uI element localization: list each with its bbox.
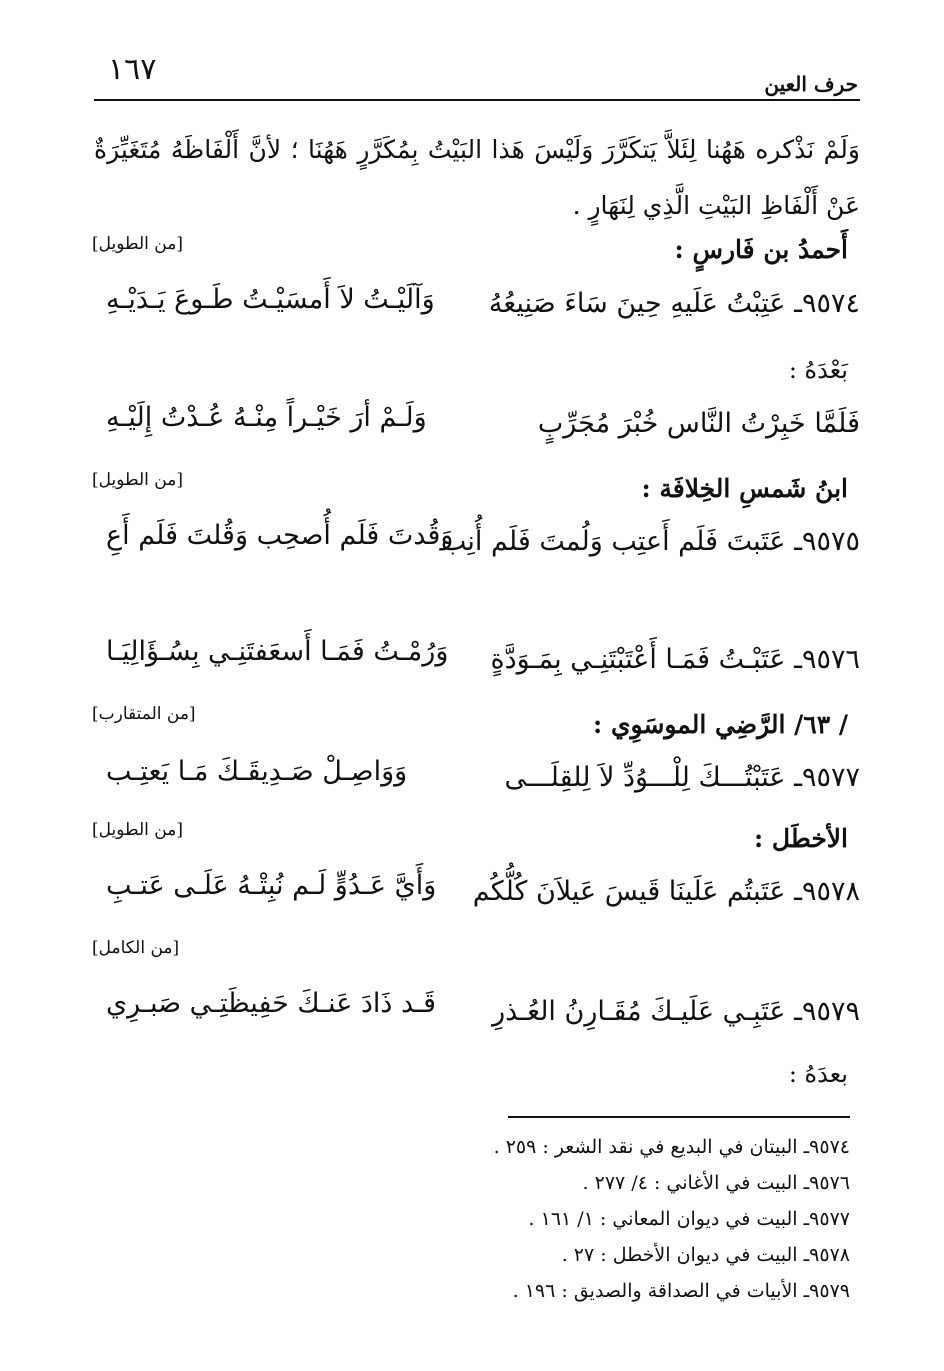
poet-name: الأخطَل :	[753, 824, 848, 853]
meter-label: [من الطويل]	[92, 470, 183, 490]
verse-second-hemistich: قَـد ذَادَ عَنـكَ حَفِيظَتِـي صَبـرِي	[106, 988, 437, 1019]
meter-label: [من الطويل]	[92, 820, 183, 840]
note-text: بَعْدَهُ :	[788, 356, 848, 384]
verse-second-hemistich: وَقُدتَ فَلَم أُصحِب وَقُلتَ فَلَم أَعِ	[106, 520, 454, 551]
footnote: ٩٥٧٤ـ البيتان في البديع في نقد الشعر : ٢٥٩ .	[493, 1136, 850, 1158]
verse-first-hemistich: فَلَمَّا خَبِرْتُ النَّاس خُبْرَ مُجَرِّبٍ	[537, 408, 860, 439]
verse-second-hemistich: وَآلَيْـتُ لاَ أَمسَيْـتُ طَـوعَ يَـدَيْـهِ	[106, 284, 435, 315]
verse-second-hemistich: وَأَيَّ عَـدُوٍّ لَـم نُبِتْـهُ عَلَـى عَتـبِ	[106, 870, 437, 901]
verse-first-hemistich: ٩٥٧٥ـ عَتَبتَ فَلَم أَعتِب وَلُمتَ فَلَم أُنِب	[440, 526, 860, 557]
footnote: ٩٥٧٩ـ الأبيات في الصداقة والصديق : ١٩٦ .	[512, 1280, 850, 1302]
verse-first-hemistich: ٩٥٧٧ـ عَتَبْتُـــكَ لِلْـــوُدِّ لاَ لِلقِلَـــى	[504, 762, 860, 793]
poet-name: ابنُ شَمسِ الخِلافَة :	[641, 474, 848, 503]
note-text: بعدَهُ :	[788, 1060, 848, 1088]
verse-first-hemistich: ٩٥٧٤ـ عَتِبْتُ عَلَيهِ حِينَ سَاءَ صَنِيعُهُ	[488, 288, 860, 319]
verse-first-hemistich: ٩٥٧٩ـ عَتَبِـي عَلَيـكَ مُقَـارِنُ العُـذرِ	[492, 996, 860, 1027]
verse-second-hemistich: وَلَـمْ أرَ خَيْـراً مِنْـهُ عُـدْتُ إِلَيْـهِ	[106, 402, 427, 433]
verse-first-hemistich: ٩٥٧٨ـ عَتَبتُم عَلَينَا قَيسَ عَيلاَنَ كُلُّكُم	[472, 876, 860, 907]
intro-paragraph: وَلَمْ نَذْكره هَهُنا لِئَلاَّ يَتكَرَّرَ وَلَيْسَ هَذا البَيْتُ بِمُكَرَّرٍ هَهُنَا ؛ لأنَّ أَلْفَاظَهُ مُتَغَيِّرَةٌ عَنْ أَلْفَاظِ البَيْتِ الَّذِي لِنَهَارٍ .	[94, 135, 860, 220]
footnote: ٩٥٧٨ـ البيت في ديوان الأخطل : ٢٧ .	[561, 1244, 850, 1266]
meter-label: [من الكامل]	[92, 938, 180, 958]
verse-second-hemistich: وَوَاصِـلْ صَـدِيقَـكَ مَـا يَعتِـب	[106, 756, 408, 787]
footnote: ٩٥٧٧ـ البيت في ديوان المعاني : ١/ ١٦١ .	[528, 1208, 850, 1230]
page-number: ١٦٧	[108, 52, 157, 87]
verse-first-hemistich: ٩٥٧٦ـ عَتَبْـتُ فَمَـا أَعْتَبْتَنِـي بِمَـوَدَّةٍ	[490, 644, 860, 675]
meter-label: [من المتقارب]	[92, 704, 196, 724]
verse-second-hemistich: وَرُمْـتُ فَمَـا أَسعَفتَنِـي بِسُـؤَالِيَـا	[106, 636, 449, 667]
running-header: حرف العين	[764, 72, 858, 96]
header-rule	[94, 99, 860, 101]
meter-label: [من الطويل]	[92, 234, 183, 254]
poet-name: / ٦٣/ الرَّضِي الموسَوِي :	[593, 710, 848, 739]
poet-name: أَحمدُ بن فَارسٍ :	[674, 235, 848, 264]
footnote: ٩٥٧٦ـ البيت في الأغاني : ٤/ ٢٧٧ .	[582, 1172, 850, 1194]
footnote-rule	[508, 1116, 850, 1118]
